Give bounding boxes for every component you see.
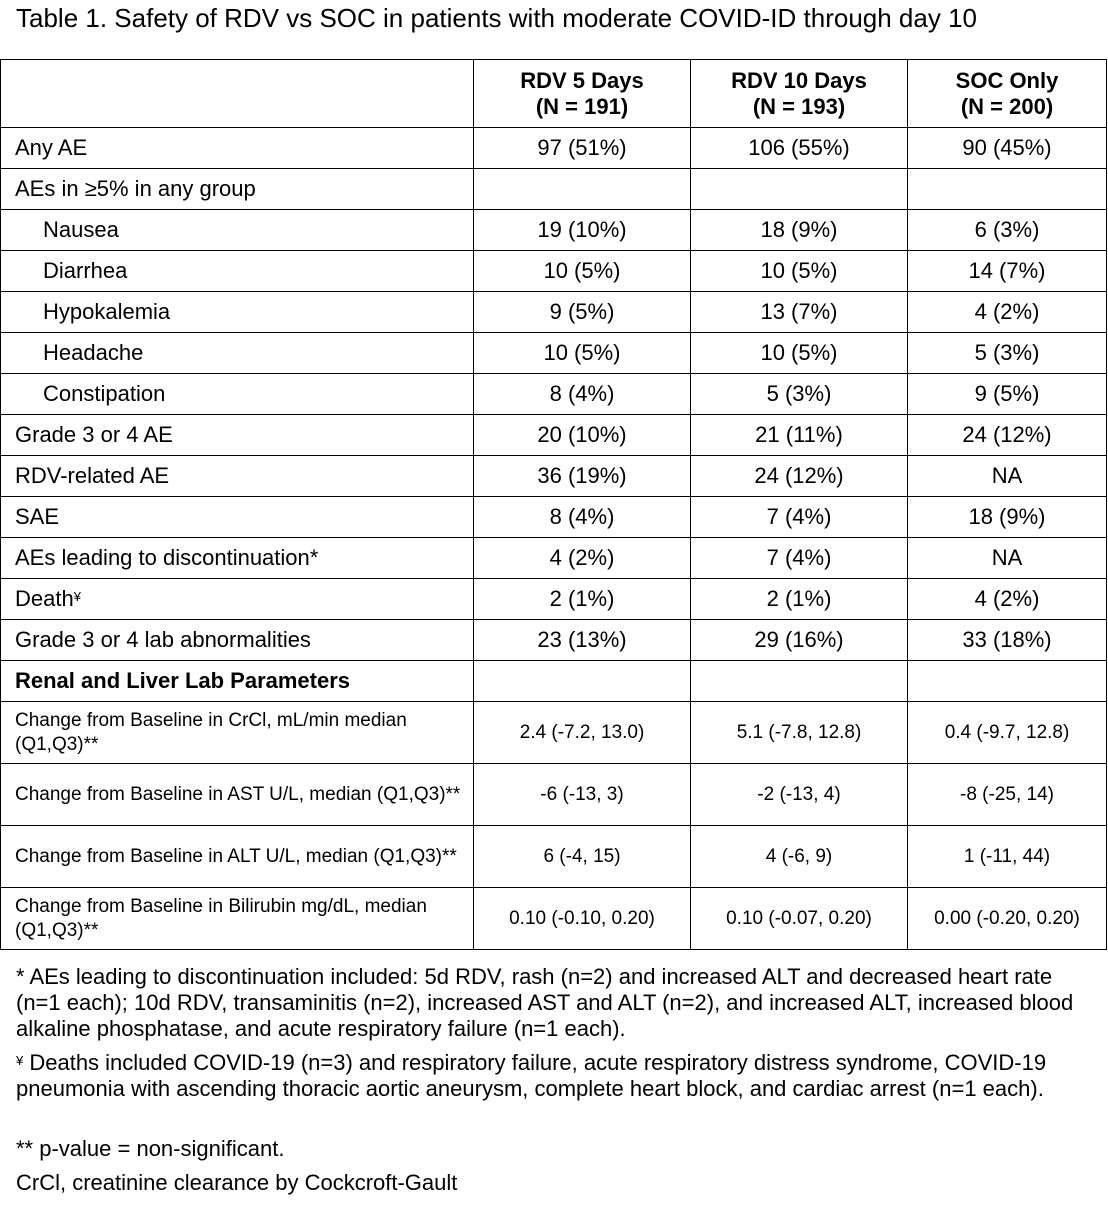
row-label: Constipation — [1, 374, 474, 415]
cell-value: 10 (5%) — [474, 333, 691, 374]
footnote-deaths — [16, 1050, 1096, 1102]
cell-value: 8 (4%) — [474, 374, 691, 415]
row-label: Any AE — [1, 128, 474, 169]
yen-footnote-mark: ¥ — [73, 589, 81, 604]
table-row — [1, 764, 1107, 826]
cell-value: 1 (-11, 44) — [908, 826, 1107, 888]
header-rdv-5-days — [474, 60, 691, 128]
cell-value: 33 (18%) — [908, 620, 1107, 661]
row-label: Change from Baseline in Bilirubin mg/dL, median (Q1,Q3)** — [1, 888, 474, 950]
cell-value: 7 (4%) — [691, 497, 908, 538]
table-row — [1, 210, 1107, 251]
section-label: Renal and Liver Lab Parameters — [1, 661, 474, 702]
cell-value — [474, 661, 691, 702]
header-line1: RDV 5 Days — [520, 67, 644, 93]
cell-value: 20 (10%) — [474, 415, 691, 456]
cell-value: 5.1 (-7.8, 12.8) — [691, 702, 908, 764]
cell-value: 90 (45%) — [908, 128, 1107, 169]
header-line1: RDV 10 Days — [731, 67, 867, 93]
cell-value: 29 (16%) — [691, 620, 908, 661]
cell-value: NA — [908, 456, 1107, 497]
cell-value: NA — [908, 538, 1107, 579]
cell-value: 106 (55%) — [691, 128, 908, 169]
row-label: Headache — [1, 333, 474, 374]
row-label: Nausea — [1, 210, 474, 251]
header-soc-only — [908, 60, 1107, 128]
table-row — [1, 826, 1107, 888]
cell-value: 9 (5%) — [908, 374, 1107, 415]
cell-value — [908, 169, 1107, 210]
cell-value: 10 (5%) — [691, 251, 908, 292]
table-row — [1, 333, 1107, 374]
footnote-discontinuation: * AEs leading to discontinuation included: 5d RDV, rash (n=2) and increased ALT and decreased heart rate (n=1 each); 10d RDV, transaminitis (n=2), increased AST and ALT (n=2), and increased ALT, increased blood alkaline phosphatase, and acute respiratory failure (n=1 each). — [16, 964, 1074, 1041]
cell-value: 4 (2%) — [908, 579, 1107, 620]
table-row — [1, 497, 1107, 538]
table-row — [1, 415, 1107, 456]
row-label: AEs in ≥5% in any group — [1, 169, 474, 210]
footnote-deaths-text: Deaths included COVID-19 (n=3) and respiratory failure, acute respiratory distress syndrome, COVID-19 pneumonia with ascending thoracic aortic aneurysm, complete heart block, and cardiac arrest (n=1 each). — [16, 1050, 1047, 1101]
header-line2: (N = 200) — [960, 93, 1054, 119]
cell-value: 0.00 (-0.20, 0.20) — [908, 888, 1107, 950]
cell-value: 13 (7%) — [691, 292, 908, 333]
cell-value: 23 (13%) — [474, 620, 691, 661]
table-row — [1, 579, 1107, 620]
row-label: Change from Baseline in AST U/L, median (Q1,Q3)** — [1, 764, 474, 826]
table-row — [1, 169, 1107, 210]
cell-value: 7 (4%) — [691, 538, 908, 579]
row-label: Death — [15, 586, 74, 611]
row-label: RDV-related AE — [1, 456, 474, 497]
header-line1: SOC Only — [955, 67, 1059, 93]
cell-value: 0.4 (-9.7, 12.8) — [908, 702, 1107, 764]
row-label: Change from Baseline in ALT U/L, median (Q1,Q3)** — [1, 826, 474, 888]
header-line2: (N = 193) — [752, 93, 846, 119]
cell-value: 19 (10%) — [474, 210, 691, 251]
cell-value: 21 (11%) — [691, 415, 908, 456]
table-row — [1, 620, 1107, 661]
cell-value — [474, 169, 691, 210]
table-row — [1, 888, 1107, 950]
cell-value: 10 (5%) — [474, 251, 691, 292]
cell-value: -8 (-25, 14) — [908, 764, 1107, 826]
table-row — [1, 292, 1107, 333]
safety-table — [0, 59, 1107, 950]
cell-value: 4 (2%) — [908, 292, 1107, 333]
cell-value — [908, 661, 1107, 702]
cell-value: 36 (19%) — [474, 456, 691, 497]
cell-value: 4 (2%) — [474, 538, 691, 579]
header-blank-cell — [1, 60, 474, 128]
header-rdv-10-days — [691, 60, 908, 128]
footnote-crcl: CrCl, creatinine clearance by Cockcroft-Gault — [16, 1170, 458, 1195]
cell-value: 6 (3%) — [908, 210, 1107, 251]
cell-value: 0.10 (-0.07, 0.20) — [691, 888, 908, 950]
table-row — [1, 374, 1107, 415]
header-line2: (N = 191) — [535, 93, 629, 119]
cell-value: 6 (-4, 15) — [474, 826, 691, 888]
row-label: Hypokalemia — [1, 292, 474, 333]
header-row — [1, 60, 1107, 128]
cell-value: 9 (5%) — [474, 292, 691, 333]
cell-value: 8 (4%) — [474, 497, 691, 538]
cell-value: 14 (7%) — [908, 251, 1107, 292]
cell-value: 2 (1%) — [474, 579, 691, 620]
cell-value: 5 (3%) — [908, 333, 1107, 374]
row-label: Diarrhea — [1, 251, 474, 292]
row-label: Grade 3 or 4 lab abnormalities — [1, 620, 474, 661]
table-row — [1, 456, 1107, 497]
cell-value: -6 (-13, 3) — [474, 764, 691, 826]
row-label: Grade 3 or 4 AE — [1, 415, 474, 456]
table-row — [1, 251, 1107, 292]
cell-value — [691, 661, 908, 702]
section-row — [1, 661, 1107, 702]
row-label: Change from Baseline in CrCl, mL/min median (Q1,Q3)** — [1, 702, 474, 764]
yen-footnote-mark: ¥ — [16, 1053, 24, 1068]
cell-value: 2 (1%) — [691, 579, 908, 620]
cell-value: 97 (51%) — [474, 128, 691, 169]
table-row — [1, 702, 1107, 764]
table-row — [1, 538, 1107, 579]
cell-value: 18 (9%) — [908, 497, 1107, 538]
cell-value: 5 (3%) — [691, 374, 908, 415]
row-label: AEs leading to discontinuation* — [1, 538, 474, 579]
cell-value: 24 (12%) — [691, 456, 908, 497]
row-label: SAE — [1, 497, 474, 538]
cell-value: 10 (5%) — [691, 333, 908, 374]
cell-value: 2.4 (-7.2, 13.0) — [474, 702, 691, 764]
cell-value: 18 (9%) — [691, 210, 908, 251]
cell-value: 0.10 (-0.10, 0.20) — [474, 888, 691, 950]
cell-value: 4 (-6, 9) — [691, 826, 908, 888]
table-title: Table 1. Safety of RDV vs SOC in patients with moderate COVID-ID through day 10 — [16, 3, 977, 33]
cell-value — [691, 169, 908, 210]
cell-value: -2 (-13, 4) — [691, 764, 908, 826]
footnote-pvalue: ** p-value = non-significant. — [16, 1136, 285, 1161]
cell-value: 24 (12%) — [908, 415, 1107, 456]
table-row — [1, 128, 1107, 169]
row-label-death — [1, 579, 474, 620]
